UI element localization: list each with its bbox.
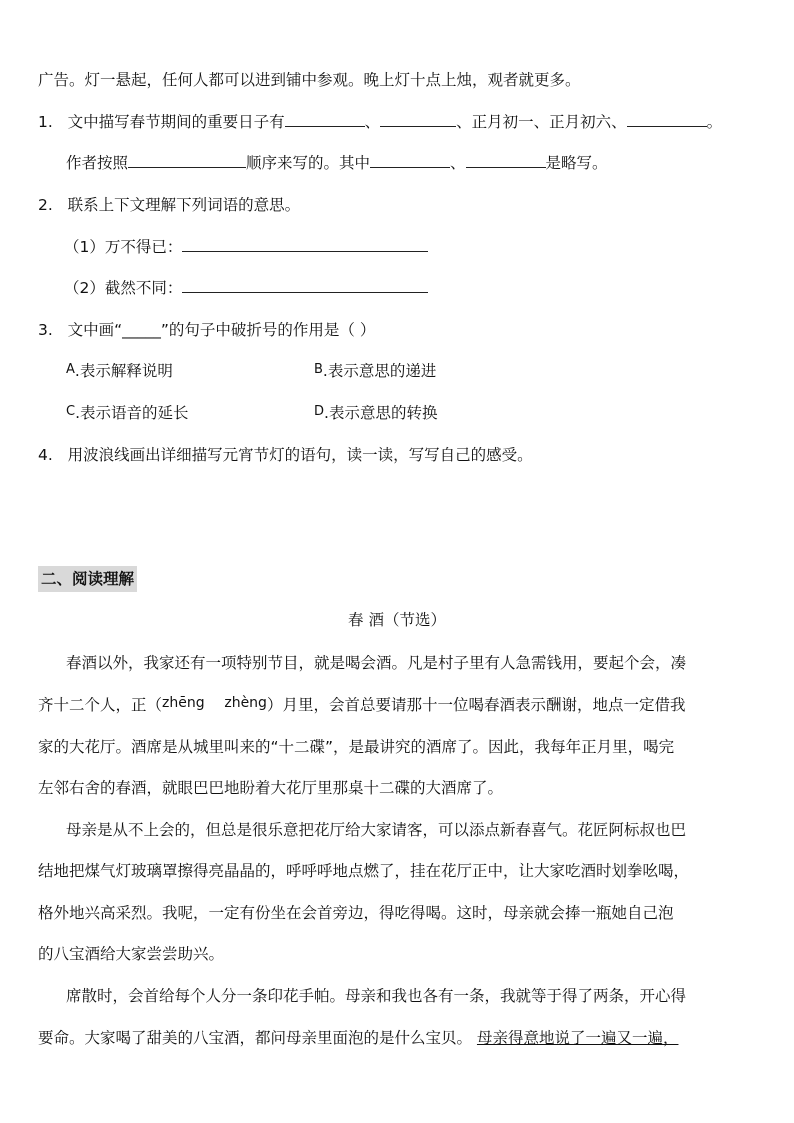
question-4: 4. 用波浪线画出详细描写元宵节灯的语句，读一读，写写自己的感受。 (38, 446, 533, 464)
question-number: 3. (38, 321, 53, 339)
passage-line: 母亲是从不上会的，但总是很乐意把花厅给大家请客，可以添点新春喜气。花匠阿标叔也巴 (66, 821, 687, 839)
question-2-item-1: （1）万不得已： (64, 237, 428, 257)
answer-blank[interactable] (182, 237, 428, 252)
question-number: 2. (38, 196, 53, 214)
question-number: 1. (38, 113, 53, 131)
underlined-sentence: 母亲得意地说了一遍又一遍， (476, 1029, 679, 1047)
passage-line: 家的大花厅。酒席是从城里叫来的“十二碟”，是最讲究的酒席了。因此，我每年正月里，喝完 (38, 738, 675, 756)
option-d[interactable]: D.表示意思的转换 (314, 404, 438, 422)
question-1-line1: 1. 文中描写春节期间的重要日子有 、 、正月初一、正月初六、 。 (38, 113, 723, 131)
option-a[interactable]: A.表示解释说明 (66, 362, 173, 380)
question-2-item-2: （2）截然不同： (64, 278, 428, 298)
option-b[interactable]: B.表示意思的递进 (314, 362, 437, 380)
answer-blank[interactable] (627, 112, 707, 127)
passage-title: 春 酒（节选） (348, 611, 446, 629)
option-c[interactable]: C.表示语音的延长 (66, 404, 189, 422)
passage-line: 格外地兴高采烈。我呢，一定有份坐在会首旁边，得吃得喝。这时，母亲就会捧一瓶她自己泡 (38, 904, 674, 922)
question-1-line2: 作者按照 顺序来写的。其中 、 是略写。 (66, 154, 608, 172)
section-heading: 二、阅读理解 (38, 566, 137, 592)
passage-line: 要命。大家喝了甜美的八宝酒，都问母亲里面泡的是什么宝贝。 母亲得意地说了一遍又一遍， (38, 1029, 679, 1047)
passage-line: 结地把煤气灯玻璃罩擦得亮晶晶的，呼呼呼地点燃了，挂在花厅正中，让大家吃酒时划拳吆喝， (38, 862, 690, 880)
pinyin-option: zhèng (224, 695, 267, 711)
question-3: 3. 文中画“_____”的句子中破折号的作用是（ ） (38, 321, 376, 339)
intro-line: 广告。灯一悬起，任何人都可以进到铺中参观。晚上灯十点上烛，观者就更多。 (38, 71, 581, 89)
answer-blank[interactable] (380, 112, 456, 127)
answer-blank[interactable] (466, 153, 546, 168)
answer-blank[interactable] (370, 153, 450, 168)
question-2: 2. 联系上下文理解下列词语的意思。 (38, 196, 301, 214)
passage-line: 左邻右舍的春酒，就眼巴巴地盼着大花厅里那桌十二碟的大酒席了。 (38, 779, 504, 797)
answer-blank[interactable] (128, 153, 246, 168)
pinyin-option: zhēng (162, 695, 205, 711)
passage-line: 春酒以外，我家还有一项特别节目，就是喝会酒。凡是村子里有人急需钱用，要起个会，凑 (66, 654, 687, 672)
passage-line: 齐十二个人，正（zhēng zhèng）月里，会首总要请那十一位喝春酒表示酬谢，地点一定借我 (38, 695, 686, 714)
answer-blank[interactable] (285, 112, 365, 127)
answer-blank[interactable] (182, 278, 428, 293)
question-number: 4. (38, 446, 53, 464)
passage-line: 席散时，会首给每个人分一条印花手帕。母亲和我也各有一条，我就等于得了两条，开心得 (66, 987, 687, 1005)
passage-line: 的八宝酒给大家尝尝助兴。 (38, 945, 225, 963)
